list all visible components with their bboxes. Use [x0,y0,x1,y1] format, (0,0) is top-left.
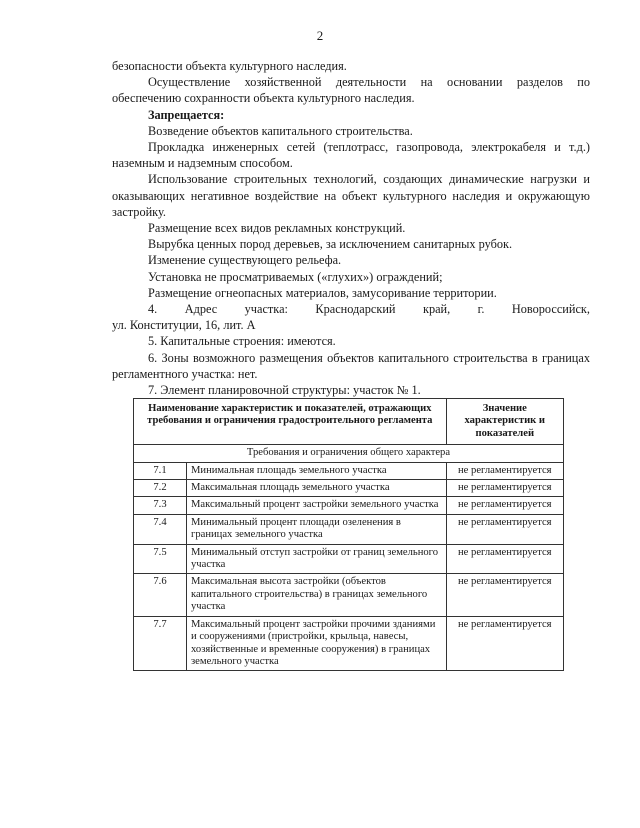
row-name: Максимальная площадь земельного участка [187,480,447,497]
parameters-table [133,398,564,671]
paragraph: Установка не просматриваемых («глухих») ограждений; [148,269,443,284]
row-name: Минимальная площадь земельного участка [187,462,447,479]
row-number: 7.6 [134,574,187,616]
header-characteristics: Наименование характеристик и показателей, отражающих требования и ограничения градостроительного регламента [134,399,447,445]
row-number: 7.5 [134,544,187,574]
address-word: участка: [244,302,288,317]
row-number: 7.4 [134,514,187,544]
table-row [134,514,564,544]
address-word: Адрес [184,302,218,317]
row-name: Минимальный отступ застройки от границ земельного участка [187,544,447,574]
table-row [134,574,564,616]
row-number: 7.3 [134,497,187,514]
row-value: не регламентируется [446,497,563,514]
address-word: край, [422,302,451,317]
address-word: Новороссийск, [511,302,590,317]
paragraph: безопасности объекта культурного наследия. [112,59,347,73]
paragraph: 5. Капитальные строения: имеются. [148,334,336,349]
address-line [112,301,590,317]
paragraph: 7. Элемент планировочной структуры: участок № 1. [148,383,421,398]
paragraph: Осуществление хозяйственной деятельности на основании разделов по обеспечению сохранности объекта культурного наследия. [112,75,590,106]
table-row [134,480,564,497]
paragraph: ул. Конституции, 16, лит. А [112,318,256,333]
paragraph: 6. Зоны возможного размещения объектов капитального строительства в границах регламентного участка: нет. [112,350,590,381]
row-name: Максимальный процент застройки земельного участка [187,497,447,514]
paragraph: Прокладка инженерных сетей (теплотрасс, газопровода, электрокабеля и т.д.) наземным и надземным способом. [112,140,590,171]
paragraph: Размещение всех видов рекламных конструкций. [148,221,406,236]
address-word: 4. [148,302,158,317]
paragraph: Изменение существующего рельефа. [148,253,342,268]
paragraph: Использование строительных технологий, создающих динамические нагрузки и оказывающих негативное воздействие на объект культурного наследия и окружающую застройку. [112,172,590,219]
table-row [134,497,564,514]
row-name: Максимальный процент застройки прочими зданиями и сооружениями (пристройки, крыльца, навесы, хозяйственные и временные сооружения) в границах земельного участка [187,616,447,671]
table-row [134,616,564,671]
row-value: не регламентируется [446,462,563,479]
row-value: не регламентируется [446,574,563,616]
prohibited-heading: Запрещается: [148,107,225,122]
section-row [134,445,564,462]
table-row [134,544,564,574]
page-number: 2 [316,28,324,43]
address-word: Краснодарский [315,302,396,317]
body-text [112,58,590,398]
row-name: Минимальный процент площади озеленения в границах земельного участка [187,514,447,544]
row-number: 7.1 [134,462,187,479]
row-value: не регламентируется [446,514,563,544]
row-name: Максимальная высота застройки (объектов капитального строительства) в границах земельного участка [187,574,447,616]
header-values: Значение характеристик и показателей [446,399,563,445]
section-title: Требования и ограничения общего характера [134,445,564,462]
address-word: г. [477,302,485,317]
row-number: 7.2 [134,480,187,497]
table-header-row [134,399,564,445]
table-row [134,462,564,479]
row-number: 7.7 [134,616,187,671]
paragraph: Вырубка ценных пород деревьев, за исключением санитарных рубок. [148,237,513,252]
row-value: не регламентируется [446,480,563,497]
row-value: не регламентируется [446,616,563,671]
paragraph: Возведение объектов капитального строительства. [148,123,413,138]
row-value: не регламентируется [446,544,563,574]
paragraph: Размещение огнеопасных материалов, замусоривание территории. [148,285,497,300]
